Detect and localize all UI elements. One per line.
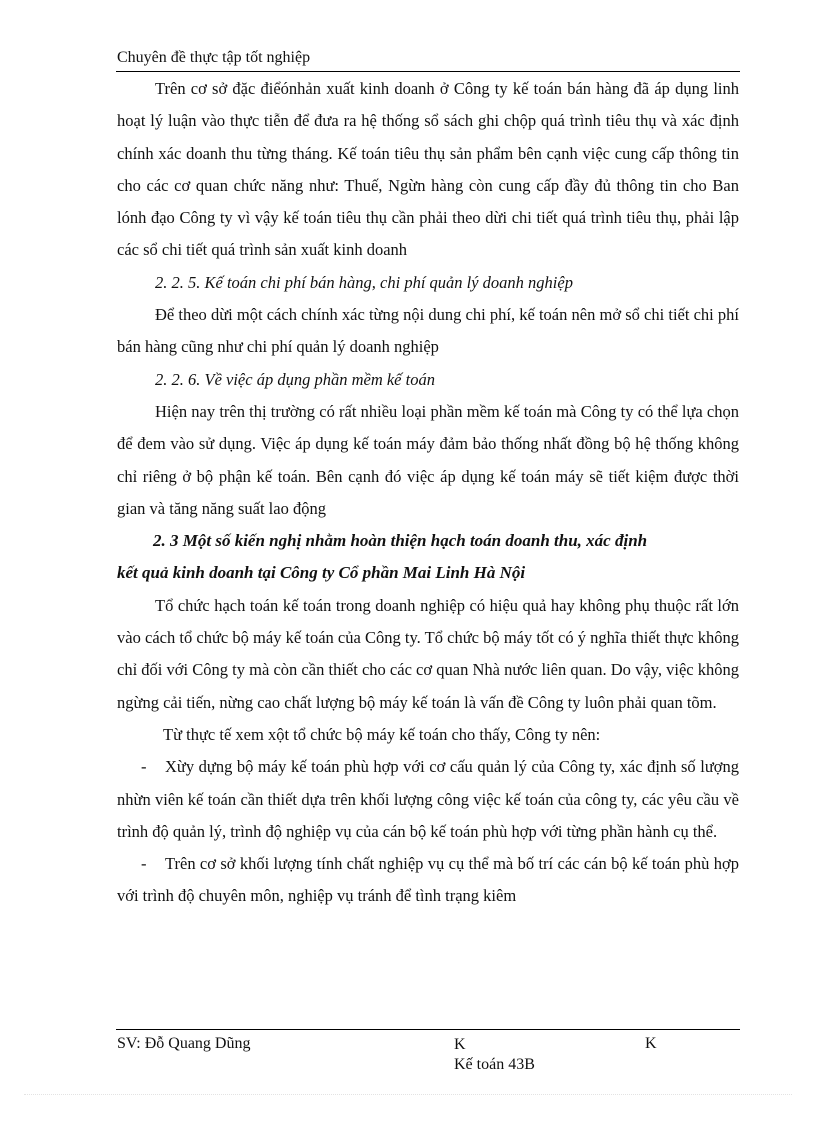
section-heading-continued: kết quả kinh doanh tại Công ty Cổ phần Mai Linh Hà Nội bbox=[117, 563, 526, 583]
footer-class bbox=[454, 1035, 535, 1075]
section-heading: 2. 3 Một số kiến nghị nhằm hoàn thiện hạch toán doanh thu, xác định bbox=[153, 531, 648, 551]
page-header-title: Chuyên đề thực tập tốt nghiệp bbox=[117, 49, 311, 66]
footer-class-name: Kế toán 43B bbox=[454, 1056, 535, 1073]
paragraph: Hiện nay trên thị trường có rất nhiều loại phần mềm kế toán mà Công ty có thể lựa chọn để đem vào sử dụng. Việc áp dụng kế toán máy đảm bảo thống nhất đồng bộ hệ thống không chỉ riêng ở bộ phận kế toán. Bên cạnh đó việc áp dụng kế toán máy sẽ tiết kiệm được thời gian và tăng năng suất lao động bbox=[117, 401, 739, 518]
paragraph: Từ thực tế xem xột tổ chức bộ máy kế toán cho thấy, Công ty nên: bbox=[163, 724, 601, 744]
paragraph: Tổ chức hạch toán kế toán trong doanh nghiệp có hiệu quả hay không phụ thuộc rất lớn vào cách tổ chức bộ máy kế toán của Công ty. Tổ chức bộ máy tốt có ý nghĩa thiết thực không chỉ đối với Công ty mà còn cần thiết cho các cơ quan Nhà nước liên quan. Do vậy, việc không ngừng cải tiến, nừng cao chất lượng bộ máy kế toán là vấn đề Công ty luôn phải quan tõm. bbox=[117, 595, 739, 712]
bullet-dash: - bbox=[141, 757, 147, 777]
bullet-item bbox=[117, 751, 739, 848]
page-bottom-dotted-line bbox=[24, 1094, 792, 1095]
bullet-item bbox=[117, 848, 739, 913]
document-body bbox=[117, 73, 739, 913]
bullet-text: Xừy dựng bộ máy kế toán phù hợp với cơ cấu quản lý của Công ty, xác định số lượng nhừn viên kế toán cần thiết dựa trên khối lượng công việc kế toán của công ty, các yêu cầu về trình độ quản lý, trình độ nghiệp vụ của cán bộ kế toán phù hợp với từng phần hành cụ thể. bbox=[117, 757, 739, 841]
bullet-text: Trên cơ sở khối lượng tính chất nghiệp vụ cụ thể mà bố trí các cán bộ kế toán phù hợp với trình độ chuyên môn, nghiệp vụ tránh để tình trạng kiêm bbox=[117, 854, 739, 906]
header-divider bbox=[116, 71, 740, 72]
paragraph: Trên cơ sở đặc điểónhản xuất kinh doanh ở Công ty kế toán bán hàng đã áp dụng linh hoạt lý luận vào thực tiễn để đưa ra hệ thống sổ sách ghi chộp quá trình tiêu thụ và xác định chính xác doanh thu từng tháng. Kế toán tiêu thụ sản phẩm bên cạnh việc cung cấp thông tin cho các cơ quan chức năng như: Thuế, Ngừn hàng còn cung cấp đầy đủ thông tin cho Ban lónh đạo Công ty vì vậy kế toán tiêu thụ cần phải theo dừi chi tiết quá trình tiêu thụ, phải lập các sổ chi tiết quá trình sản xuất kinh doanh bbox=[117, 79, 739, 260]
subsection-title: 2. 2. 5. Kế toán chi phí bán hàng, chi phí quản lý doanh nghiệp bbox=[155, 272, 573, 292]
subsection-title: 2. 2. 6. Về việc áp dụng phần mềm kế toán bbox=[155, 369, 435, 389]
footer-right-code: K bbox=[645, 1035, 657, 1052]
footer-student-name: SV: Đỗ Quang Dũng bbox=[117, 1035, 251, 1052]
footer-divider bbox=[116, 1029, 740, 1030]
bullet-dash: - bbox=[141, 854, 147, 874]
paragraph: Để theo dừi một cách chính xác từng nội dung chi phí, kế toán nên mở sổ chi tiết chi phí bán hàng cũng như chi phí quản lý doanh nghiệp bbox=[117, 305, 739, 357]
footer-class-code: K bbox=[454, 1036, 466, 1053]
